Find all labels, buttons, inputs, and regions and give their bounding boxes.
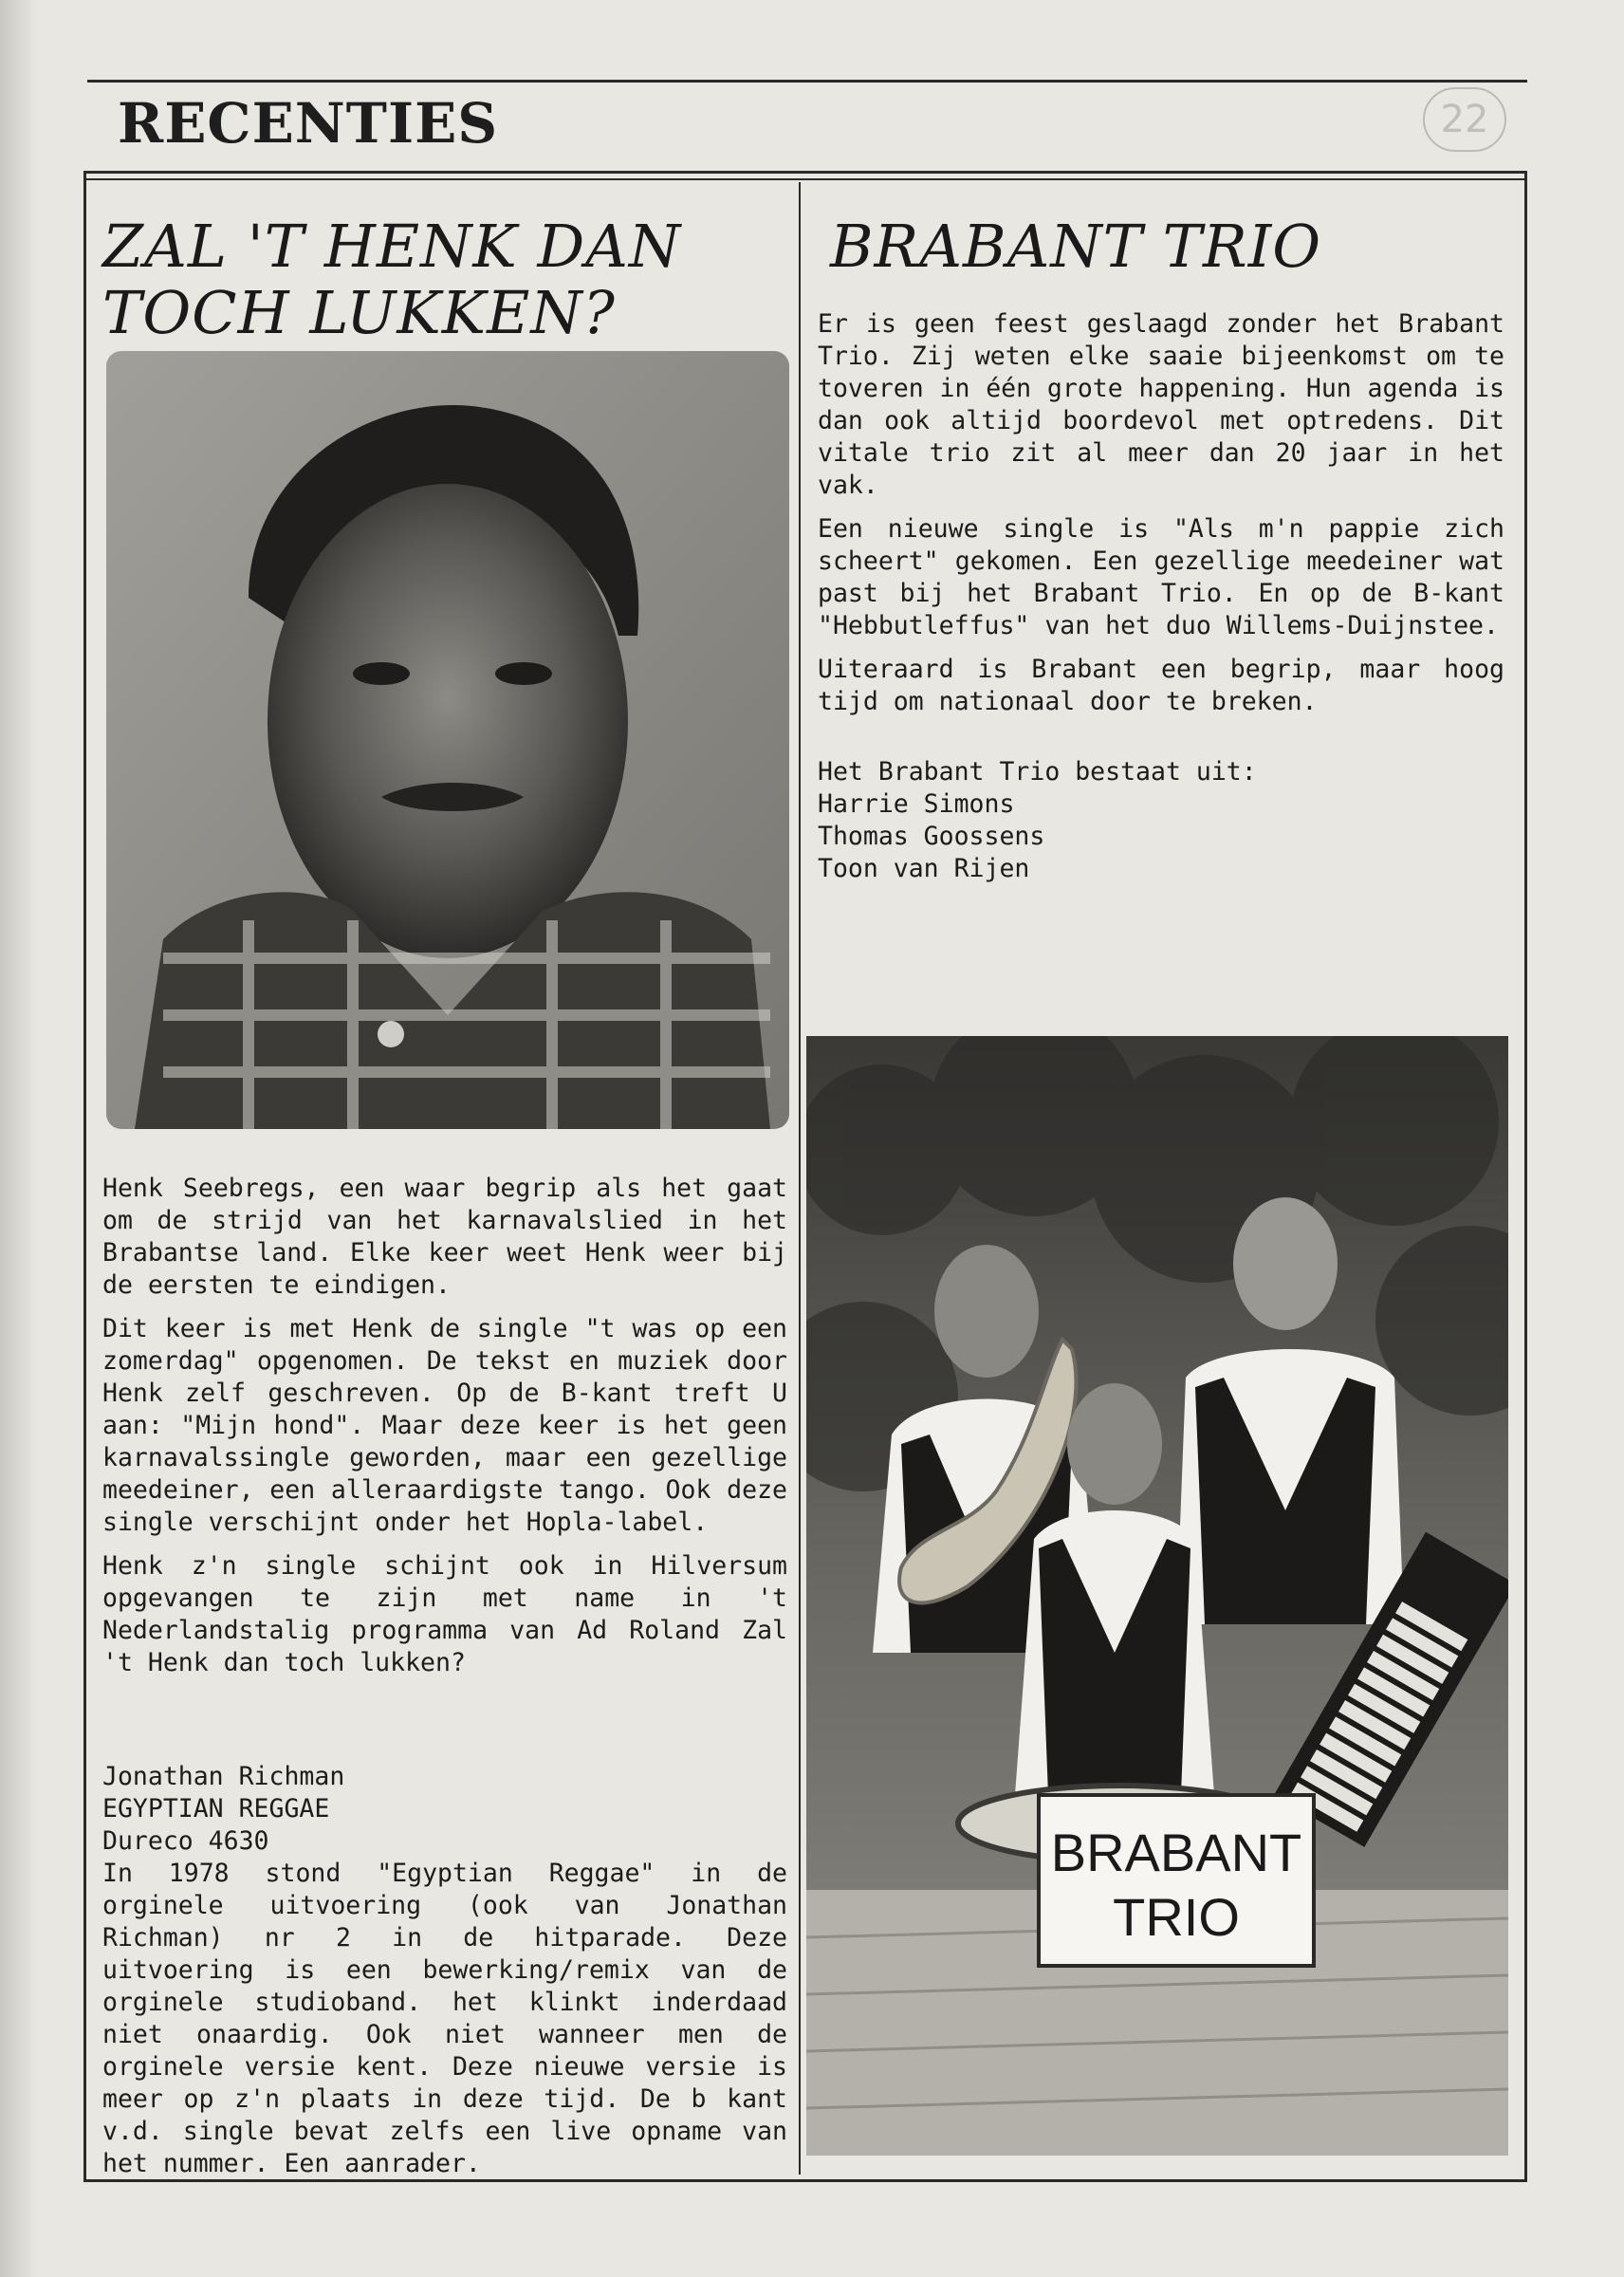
review-text: In 1978 stond "Egyptian Reggae" in de orginele uitvoering (ook van Jonathan Richman) nr 2 in de hitparade. Deze uitvoering is een bewerking/remix van de orginele studioband. het klinkt inderdaad niet onaardig. Ook niet wanneer men de orginele versie kent. Deze nieuwe versie is meer op z'n plaats in deze tijd. De b kant v.d. single bevat zelfs een live opname van het nummer. Een aanrader. [102,1859,787,2178]
henk-portrait-photo [106,351,789,1129]
paragraph: Dit keer is met Henk de single "t was op een zomerdag" opgenomen. De tekst en muziek door Henk zelf geschreven. Op de B-kant treft U aan: "Mijn hond". Maar deze keer is het geen karnavalssingle geworden, maar een gezellige meedeiner, een alleraardigste tango. Ook deze single verschijnt onder het Hopla-label. [102,1314,787,1537]
brabant-article-body [818,308,1504,885]
review-artist: Jonathan Richman [102,1762,345,1791]
top-rule [87,80,1527,83]
member-3: Toon van Rijen [818,854,1030,883]
review-title: EGYPTIAN REGGAE [102,1794,330,1823]
headline-henk: ZAL 'T HENK DAN TOCH LUKKEN? [102,212,682,347]
photo-sign-line1: BRABANT [1050,1823,1302,1882]
paragraph: Een nieuwe single is "Als m'n pappie zich scheert" gekomen. Een gezellige meedeiner wat past bij het Brabant Trio. En op de B-kant "Hebbutleffus" van het duo Willems-Duijnstee. [818,514,1504,640]
henk-article-body [102,1173,787,1691]
review-label: Dureco 4630 [102,1826,269,1856]
paragraph: Henk Seebregs, een waar begrip als het gaat om de strijd van het karnavalslied in het Brabantse land. Elke keer weet Henk weer bij de eersten te eindigen. [102,1174,787,1300]
column-divider [799,182,801,2175]
page-number-badge: 22 [1423,87,1506,152]
review-block [102,1761,787,2192]
brabant-trio-photo [806,1036,1508,2156]
member-2: Thomas Goossens [818,822,1045,851]
paragraph: Henk z'n single schijnt ook in Hilversum opgevangen te zijn met name in 't Nederlandstalig programma van Ad Roland Zal 't Henk dan toch lukken? [102,1551,787,1677]
headline-brabant-trio: BRABANT TRIO [830,212,1322,281]
frame-inner-rule [83,178,1527,180]
paragraph: Er is geen feest geslaagd zonder het Brabant Trio. Zij weten elke saaie bijeenkomst om te toveren in één grote happening. Hun agenda is dan ook altijd boordevol met optredens. Dit vitale trio zit al meer dan 20 jaar in het vak. [818,309,1504,500]
section-title: RECENTIES [118,91,499,156]
paragraph: Uiteraard is Brabant een begrip, maar hoog tijd om nationaal door te breken. [818,655,1504,716]
page-gutter-shadow [0,0,38,2277]
photo-sign-line2: TRIO [1113,1887,1240,1947]
member-1: Harrie Simons [818,789,1015,819]
members-intro: Het Brabant Trio bestaat uit: [818,757,1257,787]
